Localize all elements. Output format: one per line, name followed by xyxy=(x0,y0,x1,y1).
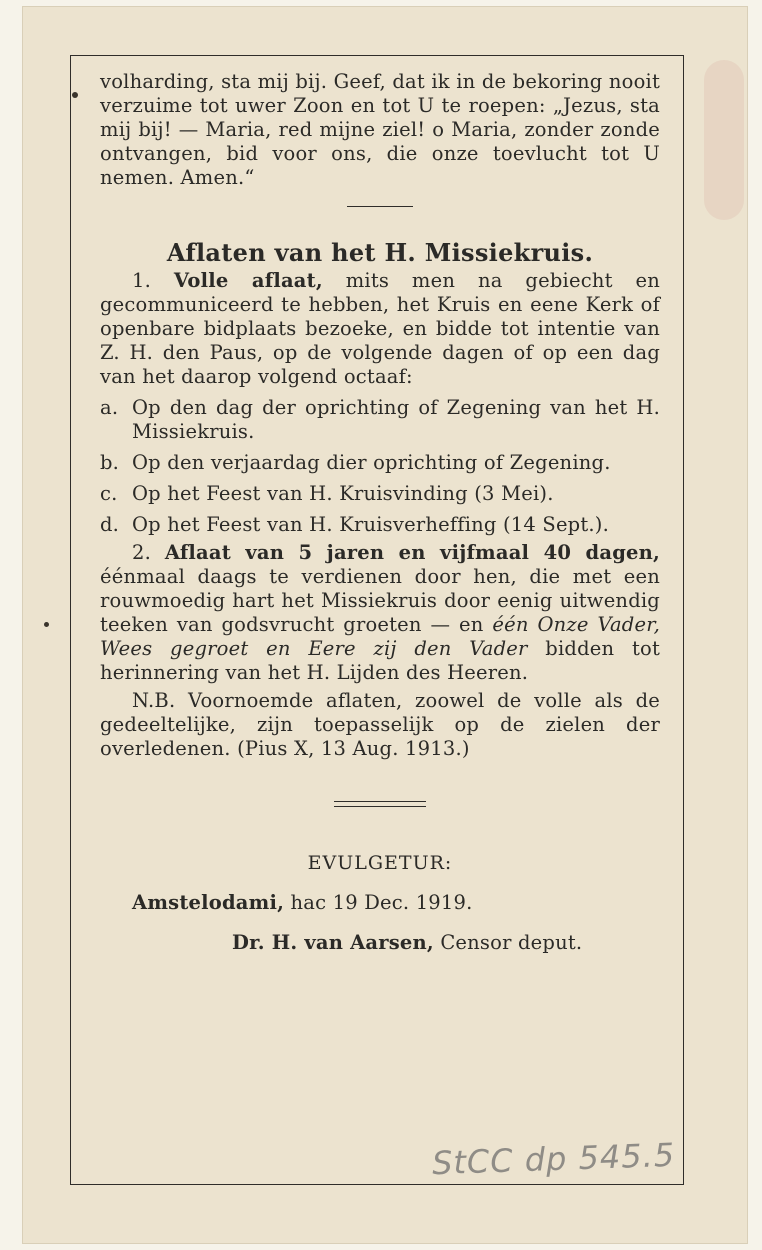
indulgence-2-title: Aflaat van 5 jaren en vijfmaal 40 dagen, xyxy=(164,541,660,564)
ink-dot xyxy=(44,622,49,627)
nota-bene: N.B. Voornoemde aflaten, zoowel de volle als de gedeeltelijke, zijn toepasselijk op de zielen der overledenen. (Pius X, 13 Aug. 1913.) xyxy=(100,689,660,760)
censor-title: Censor deput. xyxy=(440,931,583,954)
indulgence-2 xyxy=(100,541,660,685)
list-item-text: Op den dag der oprichting of Zegening van het H. Missiekruis. xyxy=(132,396,660,443)
censor-name: Dr. H. van Aarsen, xyxy=(232,931,434,954)
shelfmark-pencil: StCC dp 545.5 xyxy=(431,1135,676,1183)
list-item-mark: d. xyxy=(100,513,120,536)
imprimatur-place: Amstelodami, xyxy=(132,891,285,914)
indulgence-1-number: 1. xyxy=(132,269,152,292)
censor-signature xyxy=(100,931,660,955)
imprimatur-place-date xyxy=(100,891,660,915)
indulgence-1 xyxy=(100,269,660,389)
list-item-text: Op het Feest van H. Kruisvinding (3 Mei). xyxy=(132,482,554,505)
list-item xyxy=(100,482,660,506)
indulgence-2-text-b: bidden tot herinnering van het H. Lijden des Heeren. xyxy=(100,637,660,684)
indulgence-2-number: 2. xyxy=(132,541,152,564)
section-heading: Aflaten van het H. Missiekruis. xyxy=(166,238,594,267)
list-item-text: Op den verjaardag dier oprichting of Zegening. xyxy=(132,451,611,474)
imprimatur-date: hac 19 Dec. 1919. xyxy=(290,891,473,914)
imprimatur-label: EVULGETUR: xyxy=(307,852,453,874)
list-item xyxy=(100,513,660,537)
indulgence-2-text-a: éénmaal daags te verdienen door hen, die met een rouwmoedig hart het Missiekruis door eenig uitwendig teeken van godsvrucht groeten — en xyxy=(100,565,660,636)
list-item-text: Op het Feest van H. Kruisverheffing (14 Sept.). xyxy=(132,513,610,536)
double-divider xyxy=(334,801,426,807)
list-item-mark: a. xyxy=(100,396,119,419)
list-item-mark: b. xyxy=(100,451,120,474)
paper-stain xyxy=(704,60,744,220)
document-body xyxy=(100,70,660,955)
indulgence-2-prayers: één Onze Vader, Wees gegroet en Eere zij den Vader xyxy=(100,613,660,660)
divider-rule xyxy=(347,206,413,207)
indulgence-1-text: mits men na gebiecht en gecommuniceerd te hebben, het Kruis en eene Kerk of openbare bidplaats bezoeke, en bidde tot intentie van Z. H. den Paus, op de volgende dagen of op een dag van het daarop volgend octaaf: xyxy=(100,269,660,388)
prayer-ending: volharding, sta mij bij. Geef, dat ik in de bekoring nooit verzuime tot uwer Zoon en tot U te roepen: „Jezus, sta mij bij! — Maria, red mijne ziel! o Maria, zonder zonde ontvangen, bid voor ons, die onze toevlucht tot U nemen. Amen.“ xyxy=(100,70,660,189)
list-item xyxy=(100,451,660,475)
list-item xyxy=(100,396,660,444)
list-item-mark: c. xyxy=(100,482,118,505)
indulgence-1-title: Volle aflaat, xyxy=(173,269,323,292)
